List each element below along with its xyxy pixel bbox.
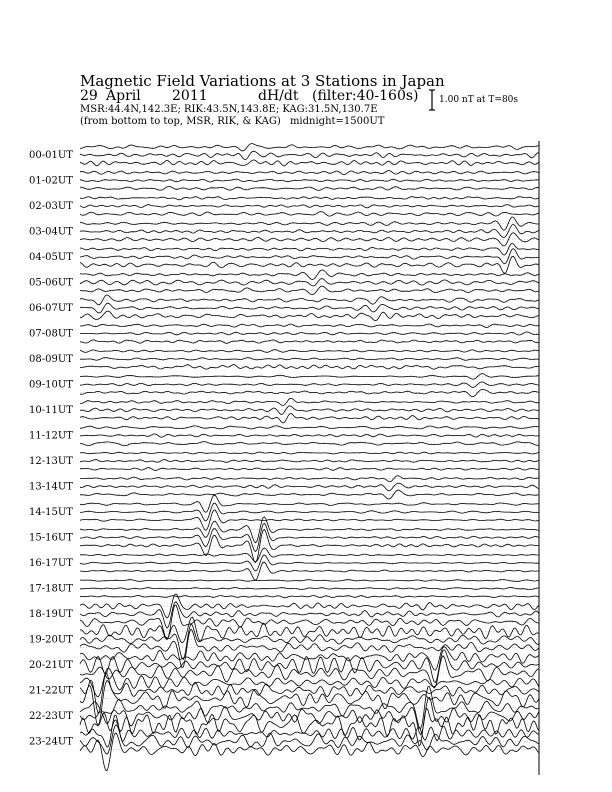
date-day: 29 xyxy=(80,88,98,104)
hour-label-00-01UT: 00-01UT xyxy=(29,150,73,161)
trace-15-16UT-RIK xyxy=(80,523,539,551)
trace-09-10UT-KAG xyxy=(80,390,539,397)
trace-17-18UT-KAG xyxy=(80,596,539,598)
trace-02-03UT-MSR xyxy=(80,197,539,200)
trace-10-11UT-MSR xyxy=(80,398,539,405)
hour-label-08-09UT: 08-09UT xyxy=(29,354,73,365)
hour-label-07-08UT: 07-08UT xyxy=(29,328,73,340)
trace-14-15UT-MSR xyxy=(80,495,539,512)
trace-13-14UT-MSR xyxy=(80,476,539,482)
trace-08-09UT-KAG xyxy=(80,365,539,370)
hour-label-23-24UT: 23-24UT xyxy=(29,736,73,748)
hour-label-11-12UT: 11-12UT xyxy=(29,430,73,442)
hour-label-13-14UT: 13-14UT xyxy=(29,481,73,493)
trace-13-14UT-RIK xyxy=(80,483,539,491)
midnight-note: midnight=1500UT xyxy=(289,116,385,127)
hour-label-06-07UT: 06-07UT xyxy=(29,303,73,314)
trace-14-15UT-KAG xyxy=(80,510,539,530)
trace-07-08UT-MSR xyxy=(80,324,539,328)
quantity-label: dH/dt xyxy=(258,88,299,104)
filter-label: (filter:40-160s) xyxy=(312,88,419,104)
hour-label-17-18UT: 17-18UT xyxy=(29,583,73,595)
hour-label-12-13UT: 12-13UT xyxy=(29,456,73,467)
trace-15-16UT-MSR xyxy=(80,517,539,543)
trace-23-24UT-RIK xyxy=(80,725,539,754)
trace-23-24UT-KAG xyxy=(80,733,539,771)
trace-23-24UT-MSR xyxy=(80,715,539,747)
trace-07-08UT-KAG xyxy=(80,340,539,344)
date-month: April xyxy=(106,88,141,104)
hour-label-01-02UT: 01-02UT xyxy=(29,175,73,187)
trace-03-04UT-MSR xyxy=(80,217,539,230)
trace-00-01UT-MSR xyxy=(80,144,539,151)
stations-line: MSR:44.4N,142.3E; RIK:43.5N,143.8E; KAG:31.5N,130.7E xyxy=(80,104,378,115)
hour-label-10-11UT: 10-11UT xyxy=(29,405,73,416)
hour-label-16-17UT: 16-17UT xyxy=(29,558,73,569)
order-note: (from bottom to top, MSR, RIK, & KAG) xyxy=(80,116,281,127)
hour-label-02-03UT: 02-03UT xyxy=(29,201,73,212)
chart-title: Magnetic Field Variations at 3 Stations in Japan xyxy=(80,72,445,90)
trace-02-03UT-RIK xyxy=(80,205,539,208)
trace-16-17UT-MSR xyxy=(80,548,539,562)
hour-label-04-05UT: 04-05UT xyxy=(29,252,73,263)
scale-bar-label: 1.00 nT at T=80s xyxy=(439,95,519,105)
date-year: 2011 xyxy=(172,88,208,104)
trace-05-06UT-RIK xyxy=(80,279,539,286)
trace-04-05UT-MSR xyxy=(80,243,539,255)
hour-label-21-22UT: 21-22UT xyxy=(29,685,73,697)
hour-label-05-06UT: 05-06UT xyxy=(29,277,73,289)
trace-15-16UT-KAG xyxy=(80,530,539,563)
trace-01-02UT-MSR xyxy=(80,171,539,175)
trace-05-06UT-MSR xyxy=(80,270,539,280)
trace-04-05UT-RIK xyxy=(80,249,539,264)
trace-17-18UT-MSR xyxy=(80,580,539,582)
trace-12-13UT-RIK xyxy=(80,460,539,463)
hour-label-14-15UT: 14-15UT xyxy=(29,507,73,518)
trace-03-04UT-KAG xyxy=(80,233,539,246)
trace-12-13UT-MSR xyxy=(80,452,539,454)
trace-03-04UT-RIK xyxy=(80,224,539,237)
hour-label-19-20UT: 19-20UT xyxy=(29,634,73,646)
trace-17-18UT-RIK xyxy=(80,587,539,589)
hour-label-22-23UT: 22-23UT xyxy=(29,711,73,722)
trace-10-11UT-RIK xyxy=(80,406,539,415)
hour-label-09-10UT: 09-10UT xyxy=(29,379,73,391)
trace-18-19UT-KAG xyxy=(80,605,539,640)
hour-label-18-19UT: 18-19UT xyxy=(29,609,73,620)
hour-label-15-16UT: 15-16UT xyxy=(29,532,73,544)
hour-label-03-04UT: 03-04UT xyxy=(29,226,73,238)
trace-10-11UT-KAG xyxy=(80,414,539,423)
trace-12-13UT-KAG xyxy=(80,468,539,471)
trace-00-01UT-RIK xyxy=(80,151,539,160)
trace-07-08UT-RIK xyxy=(80,332,539,335)
hour-label-20-21UT: 20-21UT xyxy=(29,660,73,671)
